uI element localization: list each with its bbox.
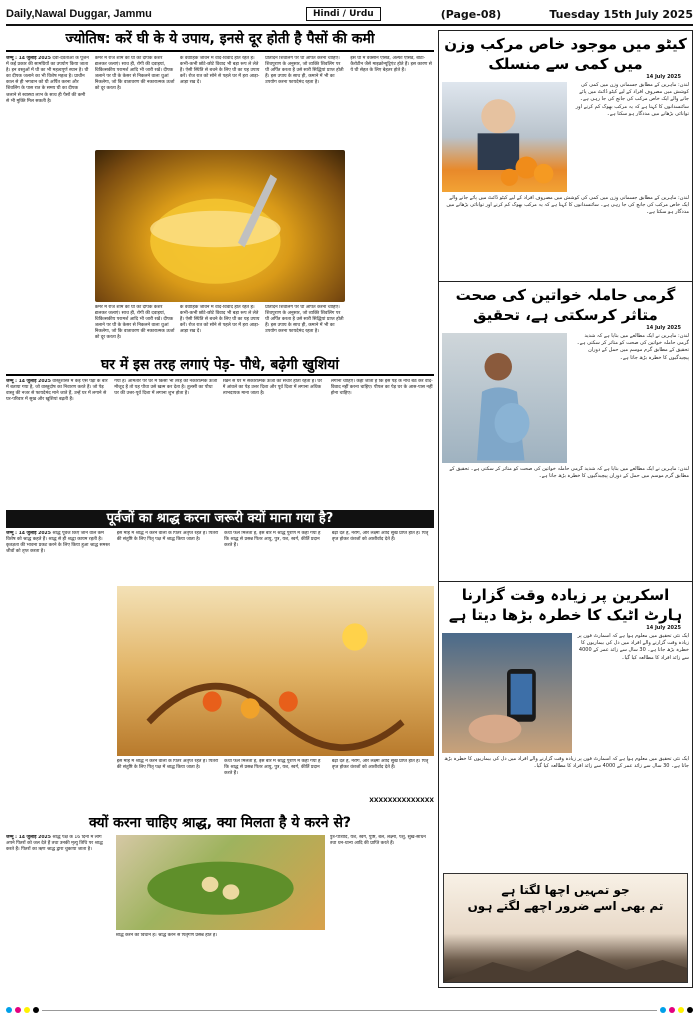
ghee-photo (95, 150, 346, 302)
article-plants (6, 356, 434, 506)
article-text: रखने से घर में सकारात्मक ऊर्जा का संचार होता रहता है। घर में आंवले का पेड़ उत्तर दिशा और पूर्व दिशा में लगाना अधिक लाभदायक माना जाता है। (222, 379, 323, 397)
article-text: प्रतिदिन शिवलिंग पर घी अर्पित करना चाहिए। शिवपुराण के अनुसार, जो व्यक्ति शिवलिंग पर घी अर्पित करता है उसे सारी सिद्धियां प्राप्त होती हैं। इस उपाय के साथ ही, कमाने में भी का उपयोग करना फायदेमंद रहता है। (265, 56, 344, 86)
article-text: वास्तुशास्त्र में कई ऐसे पेड़ों के बारे में बताया गया है, जो वास्तुदोष का निवारण करते हैं। जो पेड़ वास्तु की नजर से फायदेमंद माने जाते हैं, उन्हें घर में लगाने से घर-परिवार में सुख और खुशियां बढ़ती हैं। (6, 379, 108, 403)
article-text: गया है। आमतौर पर घर में किसी भी तरह की नकारात्मक ऊर्जा मौजूद है तो यह पौधा उसे खत्म कर देता है। तुलसी का पौधा घर की उत्तर-पूर्व दिशा में लगाना शुभ होता है। (114, 379, 218, 397)
register-mark-icon (24, 1007, 30, 1013)
article-shradh (6, 510, 434, 810)
article-title: اسکرین پر زیادہ وقت گزارنا ہارٹ اٹیک کا خطرہ بڑھا دیتا ہے (448, 586, 683, 624)
shradh-photo (117, 586, 434, 756)
register-mark-icon (687, 1007, 693, 1013)
dateline: जम्मू : 14 जुलाई 2025 (6, 379, 51, 384)
register-mark-icon (15, 1007, 21, 1013)
article-text: इस घी में वैक्सीन एसिड, अल्फा एसिड, बीटा-कैरोटीन जैसे माइक्रोन्यूट्रिएंट होते हैं। इस कारण से ये घी सेहत के लिए बेहतर होते हैं। (350, 56, 432, 74)
article-date: 14 July 2025 (646, 74, 681, 80)
urdu-article-keto (439, 31, 692, 281)
quote-ad (443, 873, 688, 983)
dateline: जम्मू : 14 जुलाई 2025 (6, 835, 51, 840)
article-text: ایک نئی تحقیق میں معلوم ہوا ہے کہ اسمارٹ فون پر زیادہ وقت گزارنے والے افراد میں دل کی بیماریوں کا خطرہ بڑھ جاتا ہے۔ 30 سال سے زائد عمر کے 4000 سے زائد افراد کا مطالعہ کیا گیا۔ (444, 756, 689, 770)
article-text: प्रतिदिन शिवलिंग पर घी अर्पित करना चाहिए। शिवपुराण के अनुसार, जो व्यक्ति शिवलिंग पर घी अर्पित करता है उसे सारी सिद्धियां प्राप्त होती हैं। इस उपाय के साथ ही, कमाने में भी का उपयोग करना फायदेमंद रहता है। (265, 305, 344, 335)
article-date: 14 July 2025 (646, 625, 681, 631)
article-text: श्राद्ध करने का विधान है। श्राद्ध करने से पितृगण प्रसन्न होते हैं। (115, 933, 218, 938)
register-mark-icon (669, 1007, 675, 1013)
article-date: 14 July 2025 (646, 325, 681, 331)
article-text: के वैवाहिक जीवन में वाद-विवाद होते रहते हैं। कभी-कभी छोटे-छोटे विवाद भी बड़ा रूप ले लेते हैं। ऐसी स्थिति से बचने के लिए घी का यह उपाय करें। रोज रात को सोने से पहले घर में हरा आड़ा-आड़ा रख दें। (179, 305, 260, 335)
article-text: बढ़ा देते हैं, नरोग, और लक्ष्मी आदि सुख प्राप्त होते हैं। पितृ तृप्त होकर वंशजों को आशीर्वाद देते हैं। (331, 759, 429, 771)
article-text: कथा फल मिलता है, इस बारे में श्राद्ध पुराण में कहा गया है कि श्राद्ध से प्रसन्न पितर आयु, पुत्र, यश, स्वर्ग, कीर्ति प्रदान करते हैं। (224, 759, 321, 777)
article-text: ایک نئی تحقیق میں معلوم ہوا ہے کہ اسمارٹ فون پر زیادہ وقت گزارنے والے افراد میں دل کی بیماریوں کا خطرہ بڑھ جاتا ہے۔ 30 سال سے زائد عمر کے 4000 سے زائد افراد کا مطالعہ کیا گیا۔ (577, 633, 689, 661)
keto-photo (442, 82, 567, 192)
article-text: कथा फल मिलता है, इस बारे में श्राद्ध पुराण में कहा गया है कि श्राद्ध से प्रसन्न पितर आयु, पुत्र, यश, स्वर्ग, कीर्ति प्रदान करते हैं। (224, 531, 321, 549)
language-tag: Hindi / Urdu (306, 7, 381, 21)
ad-line-2: تم بھی اسے ضرور اچھے لگتے ہوں (467, 899, 664, 913)
register-mark-icon (6, 1007, 12, 1013)
article-text: لندن: ماہرین کے مطابق جسمانی وزن میں کمی کی کوشش میں مصروف افراد کے لیے کیٹو ڈائٹ میں پائے جانے والے ایک خاص مرکب کی جانچ کی جا رہی ہے۔ سائنسدانوں کا کہنا ہے کہ یہ مرکب بھوک کم کرنے اور توانائی بڑھانے میں مددگار ہو سکتا ہے۔ (575, 82, 689, 117)
article-text: पुत्र-पौत्रादि, यश, स्वर्ग, पुष्टि, बल, लक्ष्मी, पशु, सुख-साधन तथा धन-धान्य आदि की प्राप्ति करते हैं। (329, 835, 426, 847)
issue-date: Tuesday 15th July 2025 (549, 7, 693, 21)
article-title: घर में इस तरह लगाएं पेड़- पौधे, बढ़ेगी खुशियां (6, 356, 434, 376)
masthead (6, 4, 693, 26)
article-shradh-why (6, 814, 434, 994)
paper-name: Daily,Nawal Duggar, Jammu (6, 8, 152, 20)
article-text: श्राद्ध पक्ष के 16 दिनों में लोग अपने पितरों को जल देते हैं तथा उनकी मृत्यु तिथि पर श्राद्ध करते हैं। पितरों का ऋण श्राद्ध द्वारा चुकाया जाता है। (6, 835, 103, 853)
register-mark-icon (678, 1007, 684, 1013)
dateline: जम्मू : 14 जुलाई 2025 (6, 56, 51, 61)
article-text: لندن: ماہرین کے مطابق جسمانی وزن میں کمی کی کوشش میں مصروف افراد کے لیے کیٹو ڈائٹ میں پائے جانے والے ایک خاص مرکب کی جانچ کی جا رہی ہے۔ سائنسدانوں کا کہنا ہے کہ یہ مرکب بھوک کم کرنے اور توانائی بڑھانے میں مددگار ہو سکتا ہے۔ (446, 195, 689, 216)
article-text: बढ़ा देते हैं, नरोग, और लक्ष्मी आदि सुख प्राप्त होते हैं। पितृ तृप्त होकर वंशजों को आशीर्वाद देते हैं। (331, 531, 429, 543)
register-mark-icon (33, 1007, 39, 1013)
page-number: (Page-08) (440, 7, 502, 21)
offering-photo (116, 835, 325, 930)
phone-user-photo (442, 633, 572, 753)
divider (42, 1010, 657, 1011)
article-text: लगाना चाहिए। कहा जाता है कि इस पेड़ के नीचे बैठ कर वाद-विवाद नहीं करना चाहिए। पीपल का पेड़ घर के आस-पास नहीं होना चाहिए। (330, 379, 433, 397)
article-title: पूर्वजों का श्राद्ध करना जरूरी क्यों माना गया है? (6, 510, 434, 528)
article-text: لندن: ماہرین نے ایک مطالعے میں بتایا ہے کہ شدید گرمی حاملہ خواتین کی صحت کو متاثر کر سکتی ہے۔ تحقیق کے مطابق گرم موسم میں حمل کے دوران پیچیدگیوں کا خطرہ بڑھ جاتا ہے۔ (576, 333, 689, 361)
urdu-article-screen (439, 581, 692, 841)
print-register-bar (6, 1004, 693, 1016)
ad-line-1: جو تمہیں اچھا لگتا ہے (501, 883, 630, 897)
hindi-section (6, 30, 434, 994)
pregnant-woman-photo (442, 333, 567, 463)
article-title: क्यों करना चाहिए श्राद्ध, क्या मिलता है ये करने से? (88, 815, 352, 831)
article-ghee (6, 30, 434, 352)
separator-marks: XXXXXXXXXXXXXX (369, 797, 434, 804)
article-text: لندن: ماہرین نے ایک مطالعے میں بتایا ہے کہ شدید گرمی حاملہ خواتین کی صحت کو متاثر کر سکتی ہے۔ تحقیق کے مطابق گرم موسم میں حمل کے دوران پیچیدگیوں کا خطرہ بڑھ جاتا ہے۔ (449, 466, 689, 480)
article-text: देवी-देवताओं के पूजन में कई प्रकार की सामग्रियों का उपयोग किया जाता है। इन वस्तुओं में घी का भी महत्वपूर्ण स्थान है। घी का दीपक जलाने का भी विशेष महत्व है। प्राचीन काल से ही भगवान को घी अर्पित करना और शिवलिंग के पास रात के समय घी का दीपक जलाने से स्वास्थ्य लाभ के साथ ही पैसों की कमी से भी मुक्ति मिल सकती है। (6, 56, 89, 104)
article-text: इस माह में श्राद्ध न करने वालों के पितर अतृप्त रहते हैं। पितरों की संतुष्टि के लिए पितृ पक्ष में श्राद्ध किया जाता है। (116, 759, 219, 771)
article-text: श्राद्ध पूर्वज किए जाने वाले कर्म विशेष को श्राद्ध कहते हैं। श्राद्ध से ही श्रद्धा कायम रहती है। कृतज्ञता की भावना प्रकट करने के लिए किया हुआ श्राद्ध समस्त जीवों को तृप्त करता है। (6, 531, 110, 555)
article-text: कमरे में रोज शाम को घी का दीपक केशर डालकर जलाएं। साथ ही, रोगी की दवाइयां, चिकित्सकीय परामर्श आदि भी जारी रखें। दीपक जलाने पर घी के केसर से निकलने वाला धुआं निकलेगा, जो कि वातावरण की नकारात्मक ऊर्जा को दूर करता है। (94, 56, 175, 92)
mountain-illustration (444, 942, 687, 982)
article-text: कमरे में रोज शाम को घी का दीपक केशर डालकर जलाएं। साथ ही, रोगी की दवाइयां, चिकित्सकीय परामर्श आदि भी जारी रखें। दीपक जलाने पर घी के केसर से निकलने वाला धुआं निकलेगा, जो कि वातावरण की नकारात्मक ऊर्जा को दूर करता है। (94, 305, 175, 341)
register-mark-icon (660, 1007, 666, 1013)
article-title: ज्योतिष: करें घी के ये उपाय, इनसे दूर होती है पैसों की कमी (6, 30, 434, 52)
article-text: के वैवाहिक जीवन में वाद-विवाद होते रहते हैं। कभी-कभी छोटे-छोटे विवाद भी बड़ा रूप ले लेते हैं। ऐसी स्थिति से बचने के लिए घी का यह उपाय करें। रोज रात को सोने से पहले घर में हरा आड़ा-आड़ा रख दें। (179, 56, 260, 86)
dateline: जम्मू : 14 जुलाई 2025 (6, 531, 51, 536)
urdu-sidebar (438, 30, 693, 988)
article-text: इस माह में श्राद्ध न करने वालों के पितर अतृप्त रहते हैं। पितरों की संतुष्टि के लिए पितृ पक्ष में श्राद्ध किया जाता है। (116, 531, 219, 543)
article-title: گرمی حاملہ خواتین کی صحت متاثر کرسکتی ہے، تحقیق (455, 286, 676, 324)
article-title: کیٹو میں موجود خاص مرکب وزن میں کمی سے منسلک (444, 35, 687, 73)
urdu-article-heat (439, 281, 692, 581)
